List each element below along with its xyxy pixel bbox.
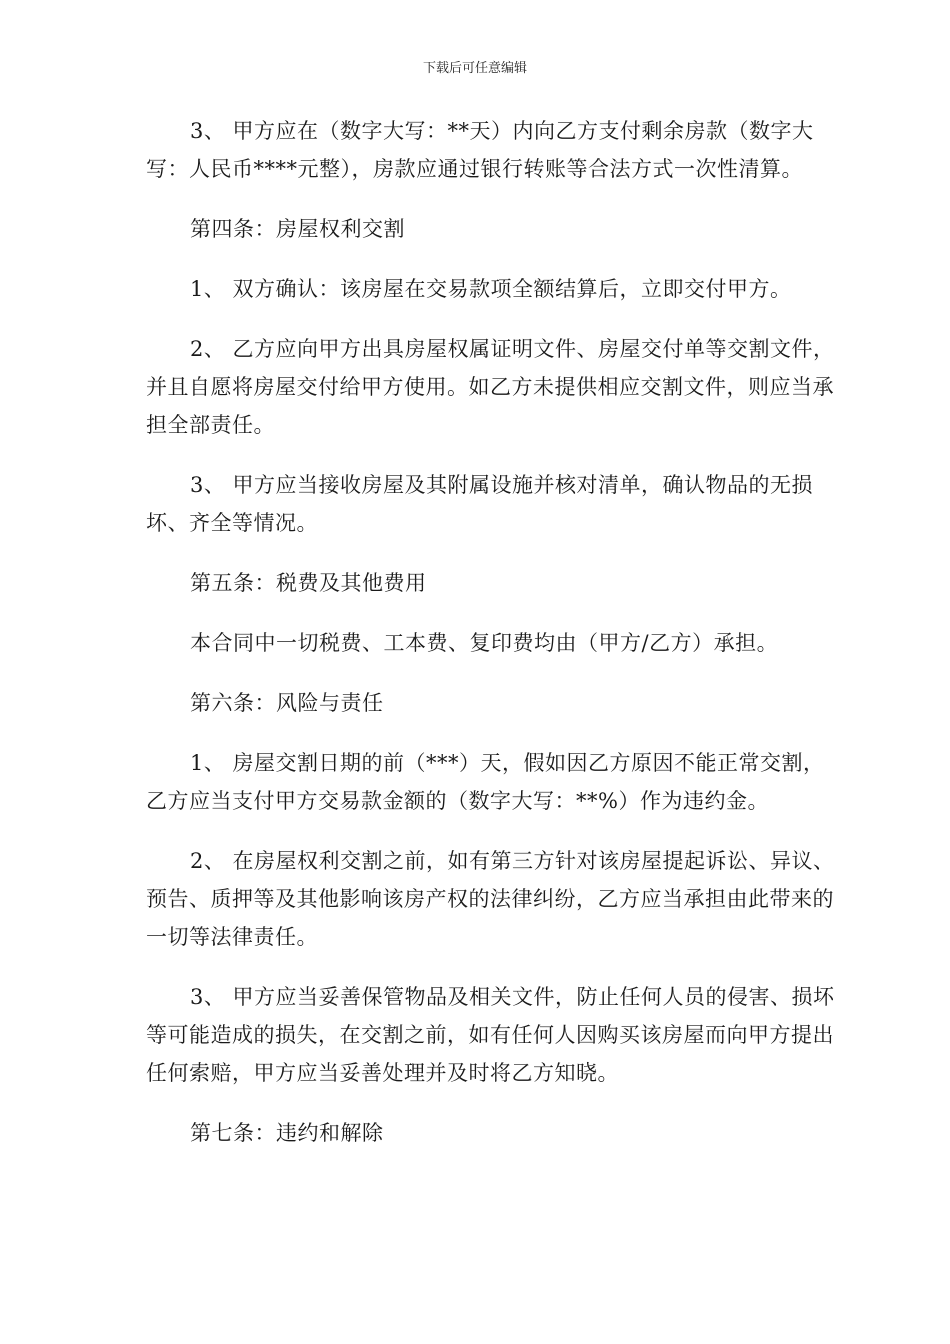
article-6-item-1: 1、 房屋交割日期的前（***）天，假如因乙方原因不能正常交割，乙方应当支付甲方交易款金额的（数字大写：**%）作为违约金。 <box>146 751 825 813</box>
article-7-heading: 第七条：违约和解除 <box>190 1121 384 1145</box>
article-4-item-2: 2、 乙方应向甲方出具房屋权属证明文件、房屋交付单等交割文件，并且自愿将房屋交付给甲方使用。如乙方未提供相应交割文件，则应当承担全部责任。 <box>146 337 835 437</box>
page-header: 下载后可任意编辑 <box>422 61 527 76</box>
article-6-item-2: 2、 在房屋权利交割之前，如有第三方针对该房屋提起诉讼、异议、预告、质押等及其他影响该房产权的法律纠纷，乙方应当承担由此带来的一切等法律责任。 <box>146 849 835 949</box>
article-6-heading: 第六条：风险与责任 <box>190 691 384 715</box>
article-6-item-3: 3、 甲方应当妥善保管物品及相关文件，防止任何人员的侵害、损坏等可能造成的损失，在交割之前，如有任何人因购买该房屋而向甲方提出任何索赔，甲方应当妥善处理并及时将乙方知晓。 <box>146 985 835 1085</box>
article-5-text: 本合同中一切税费、工本费、复印费均由（甲方/乙方）承担。 <box>190 631 779 655</box>
article-4-item-3: 3、 甲方应当接收房屋及其附属设施并核对清单，确认物品的无损坏、齐全等情况。 <box>146 473 814 535</box>
document-body <box>146 112 836 1174</box>
article-5-heading: 第五条：税费及其他费用 <box>190 571 427 595</box>
article-4-heading: 第四条：房屋权利交割 <box>190 217 405 241</box>
clause-3-payment: 3、 甲方应在（数字大写：**天）内向乙方支付剩余房款（数字大写：人民币****元整），房款应通过银行转账等合法方式一次性清算。 <box>146 119 814 181</box>
article-4-item-1: 1、 双方确认：该房屋在交易款项全额结算后，立即交付甲方。 <box>190 277 792 301</box>
